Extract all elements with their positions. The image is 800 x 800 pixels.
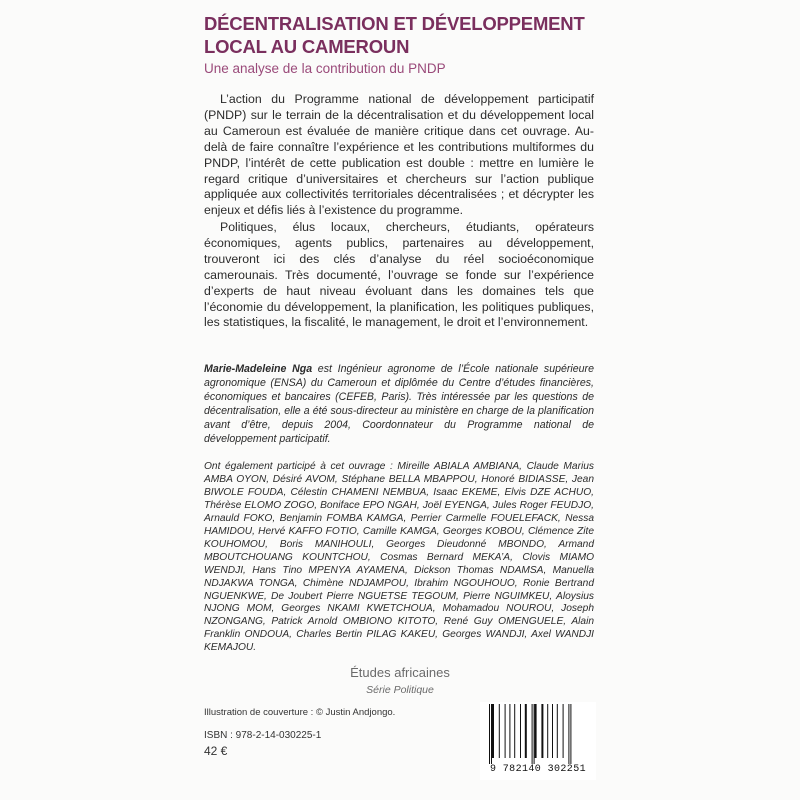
contributors-list: Ont également participé à cet ouvrage : Mireille ABIALA AMBIANA, Claude Marius AMBA OYON, Désiré AVOM, Stéphane BELLA MBAPPOU, Honoré BIDIASSE, Jean BIWOLE FOUDA, Célestin CHAMENI NEMBUA, Isaac EKEME, Elvis DZE ACHUO, Thérèse ELOMO ZOGO, Boniface EPO NGAH, Joël EYENGA, Jules Roger FEUDJO, Arnauld FOKO, Benjamin FOMBA KAMGA, Perrier Carmelle FOUELEFACK, Nessa HAMIDOU, Hervé KAFFO FOTIO, Camille KAMGA, Georges KOBOU, Clémence Zite KOUHOMOU, Boris MANIHOULI, Georges Dieudonné MBONDO, Armand MBOUTCHOUANG KOUNTCHOU, Cosmas Bernard MEKA’A, Clovis MIAMO WENDJI, Hans Tino MPENYA AYAMENA, Dickson Thomas NDAMSA, Manuella NDJAKWA TONGA, Chimène NDJAMPOU, Ibrahim NGOUHOUO, Ronie Bertrand NGUENKWE, De Joubert Pierre NGUETSE TEGOUM, Pierre NGUIMKEU, Aloysius NJONG MOM, Georges NKAMI KWETCHOUA, Mohamadou NOUROU, Joseph NZONGANG, Patrick Arnold OMBIONO KITOTO, René Guy OMENGUELE, Alain Franklin ONDOUA, Charles Bertin PILAG KAKEU, Georges WANDJI, Axel WANDJI KEMAJOU. <box>204 461 594 654</box>
summary-paragraph-1: L’action du Programme national de développement participatif (PNDP) sur le terrain de la décentralisation et du développement local au Cameroun est évaluée de manière critique dans cet ouvrage. Au-delà de faire connaître l’expérience et les contributions multiformes du PNDP, l’intérêt de cette publication est double : mettre en lumière le regard critique d’universitaires et chercheurs sur l’action publique appliquée aux collectivités territoriales décentralisées ; et décrypter les enjeux et défis liés à l’existence du programme. <box>204 92 594 218</box>
summary-paragraph-2: Politiques, élus locaux, chercheurs, étudiants, opérateurs économiques, agents publics, partenaires au développement, trouveront ici des clés d’analyse du réel socioéconomique camerounais. Très documenté, l’ouvrage se fonde sur l’expérience d’experts de haut niveau évoluant dans les domaines tels que l’économie du développement, la planification, les politiques publiques, les statistiques, la fiscalité, le management, le droit et l’environnement. <box>204 220 594 330</box>
price: 42 € <box>204 744 228 758</box>
author-name: Marie-Madeleine Nga <box>204 363 313 375</box>
author-bio-text: est Ingénieur agronome de l’École nationale supérieure agronomique (ENSA) du Cameroun et diplômée du Centre d’études financières, économiques et bancaires (CEFEB, Paris). Très intéressée par les questions de décentralisation, elle a été sous-directeur au ministère en charge de la planification avant d’être, depuis 2004, Coordonnateur du Programme national de développement participatif. <box>204 363 594 446</box>
author-bio <box>204 362 594 447</box>
barcode <box>480 702 596 780</box>
cover-illustration-credit: Illustration de couverture : © Justin Andjongo. <box>204 707 396 718</box>
barcode-digits: 9 782140 302251 <box>489 764 586 775</box>
barcode-bars <box>488 704 590 764</box>
book-subtitle: Une analyse de la contribution du PNDP <box>204 61 446 76</box>
series-name: Études africaines <box>350 665 450 680</box>
series-subtitle: Série Politique <box>366 684 434 696</box>
book-title: DÉCENTRALISATION ET DÉVELOPPEMENT LOCAL AU CAMEROUN <box>204 13 585 57</box>
isbn: ISBN : 978-2-14-030225-1 <box>204 730 322 741</box>
